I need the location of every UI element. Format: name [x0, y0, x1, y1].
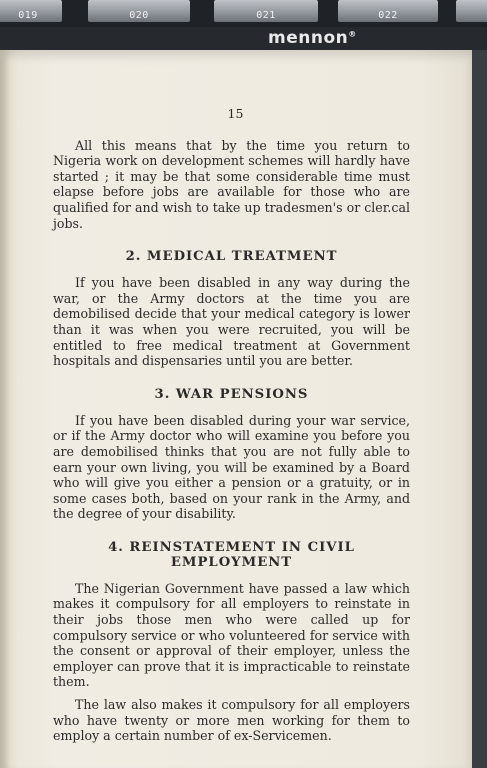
page-binding-shadow — [0, 50, 10, 768]
page-number: 15 — [227, 106, 244, 121]
section-heading: 4. REINSTATEMENT IN CIVIL EMPLOYMENT — [108, 539, 355, 570]
section-paragraph: The law also makes it compulsory for all employers who have twenty or more men working for them to employ a certain number of ex-Servicemen. — [53, 697, 410, 744]
section-paragraph: If you have been disabled during your war service, or if the Army doctor who will examine you before you are demobilised thinks that you are not fully able to earn your own living, you will be examined by a Board who will give you either a pension or a gratuity, or in some cases both, based on your rank in the Army, and the degree of your disability. — [53, 412, 410, 522]
frame-thumbnail — [456, 0, 487, 22]
frame-thumbnail — [0, 0, 62, 22]
frame-label: 022 — [378, 10, 398, 21]
section-paragraph: The Nigerian Government have passed a law which makes it compulsory for all employers to reinstate in their jobs those men who were called up for compulsory service or who volunteered for service with the consent or approval of their employer, unless the employer can prove that it is impracticable to reinstate them. — [53, 580, 410, 690]
section-heading: 3. WAR PENSIONS — [154, 386, 309, 402]
frame-thumbnail — [338, 0, 438, 22]
frame-label: 019 — [18, 10, 38, 21]
frame-thumbnail — [88, 0, 190, 22]
page-content — [53, 106, 410, 744]
section-heading: 2. MEDICAL TREATMENT — [125, 249, 338, 265]
frame-thumbnail — [214, 0, 318, 22]
brand-logo: mennon® — [268, 28, 357, 48]
scanner-frame-strip — [0, 0, 487, 27]
frame-label: 021 — [256, 10, 276, 21]
intro-paragraph: All this means that by the time you return to Nigeria work on development schemes will hardly have started ; it may be that some considerable time must elapse before jobs are available for those who are qualified for and wish to take up tradesmen's or cler.cal jobs. — [53, 137, 410, 231]
frame-label: 020 — [129, 10, 149, 21]
section-paragraph: If you have been disabled in any way during the war, or the Army doctors at the time you are demobilised decide that your medical category is lower than it was when you were recruited, you will be entitled to free medical treatment at Government hospitals and dispensaries until you are better. — [53, 275, 410, 369]
